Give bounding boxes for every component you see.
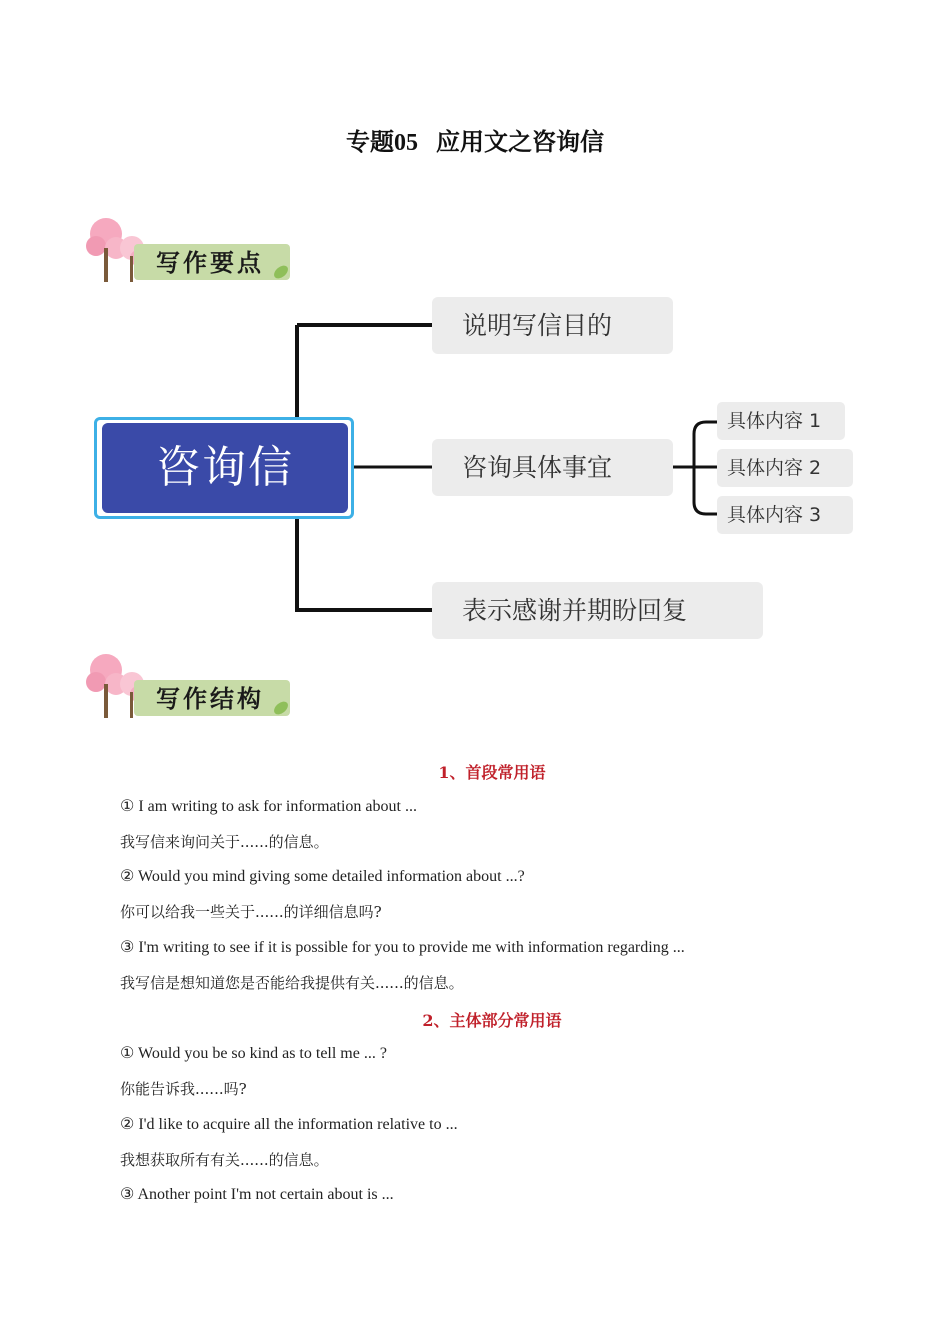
leaf-icon	[272, 264, 290, 280]
phrase-line: ③ I'm writing to see if it is possible for you to provide me with information regarding ...	[120, 939, 685, 956]
translation-line: 你能告诉我......吗?	[120, 1080, 247, 1098]
section-heading-body: 2、主体部分常用语	[422, 1011, 562, 1030]
phrase-line: ① I am writing to ask for information about ...	[120, 798, 417, 815]
title-number: 05	[394, 130, 418, 156]
mind-map	[0, 290, 950, 650]
branch-node-thanks: 表示感谢并期盼回复	[432, 582, 763, 639]
phrase-line: ③ Another point I'm not certain about is ...	[120, 1186, 394, 1203]
translation-line: 我写信来询问关于......的信息。	[120, 833, 329, 851]
phrase-line: ② I'd like to acquire all the information relative to ...	[120, 1116, 458, 1133]
center-node: 咨询信	[102, 423, 348, 513]
phrase-line: ② Would you mind giving some detailed information about ...?	[120, 868, 525, 885]
banner-label: 写作结构	[156, 684, 264, 713]
title-text: 应用文之咨询信	[436, 130, 604, 156]
section-heading-opening: 1、首段常用语	[438, 763, 546, 782]
page-title	[0, 122, 950, 157]
translation-line: 我写信是想知道您是否能给我提供有关......的信息。	[120, 974, 464, 992]
sub-node-content-3: 具体内容 3	[717, 496, 853, 534]
sub-node-content-2: 具体内容 2	[717, 449, 853, 487]
banner-label: 写作要点	[156, 248, 264, 277]
translation-line: 你可以给我一些关于......的详细信息吗?	[120, 903, 382, 921]
branch-node-purpose: 说明写信目的	[432, 297, 673, 354]
translation-line: 我想获取所有有关......的信息。	[120, 1151, 329, 1169]
sub-node-content-1: 具体内容 1	[717, 402, 845, 440]
title-label: 专题	[346, 130, 394, 156]
branch-node-inquiry: 咨询具体事宜	[432, 439, 673, 496]
section-banner-points	[86, 212, 296, 287]
section-banner-structure	[86, 648, 296, 723]
leaf-icon	[272, 700, 290, 716]
phrase-line: ① Would you be so kind as to tell me ... ?	[120, 1045, 387, 1062]
